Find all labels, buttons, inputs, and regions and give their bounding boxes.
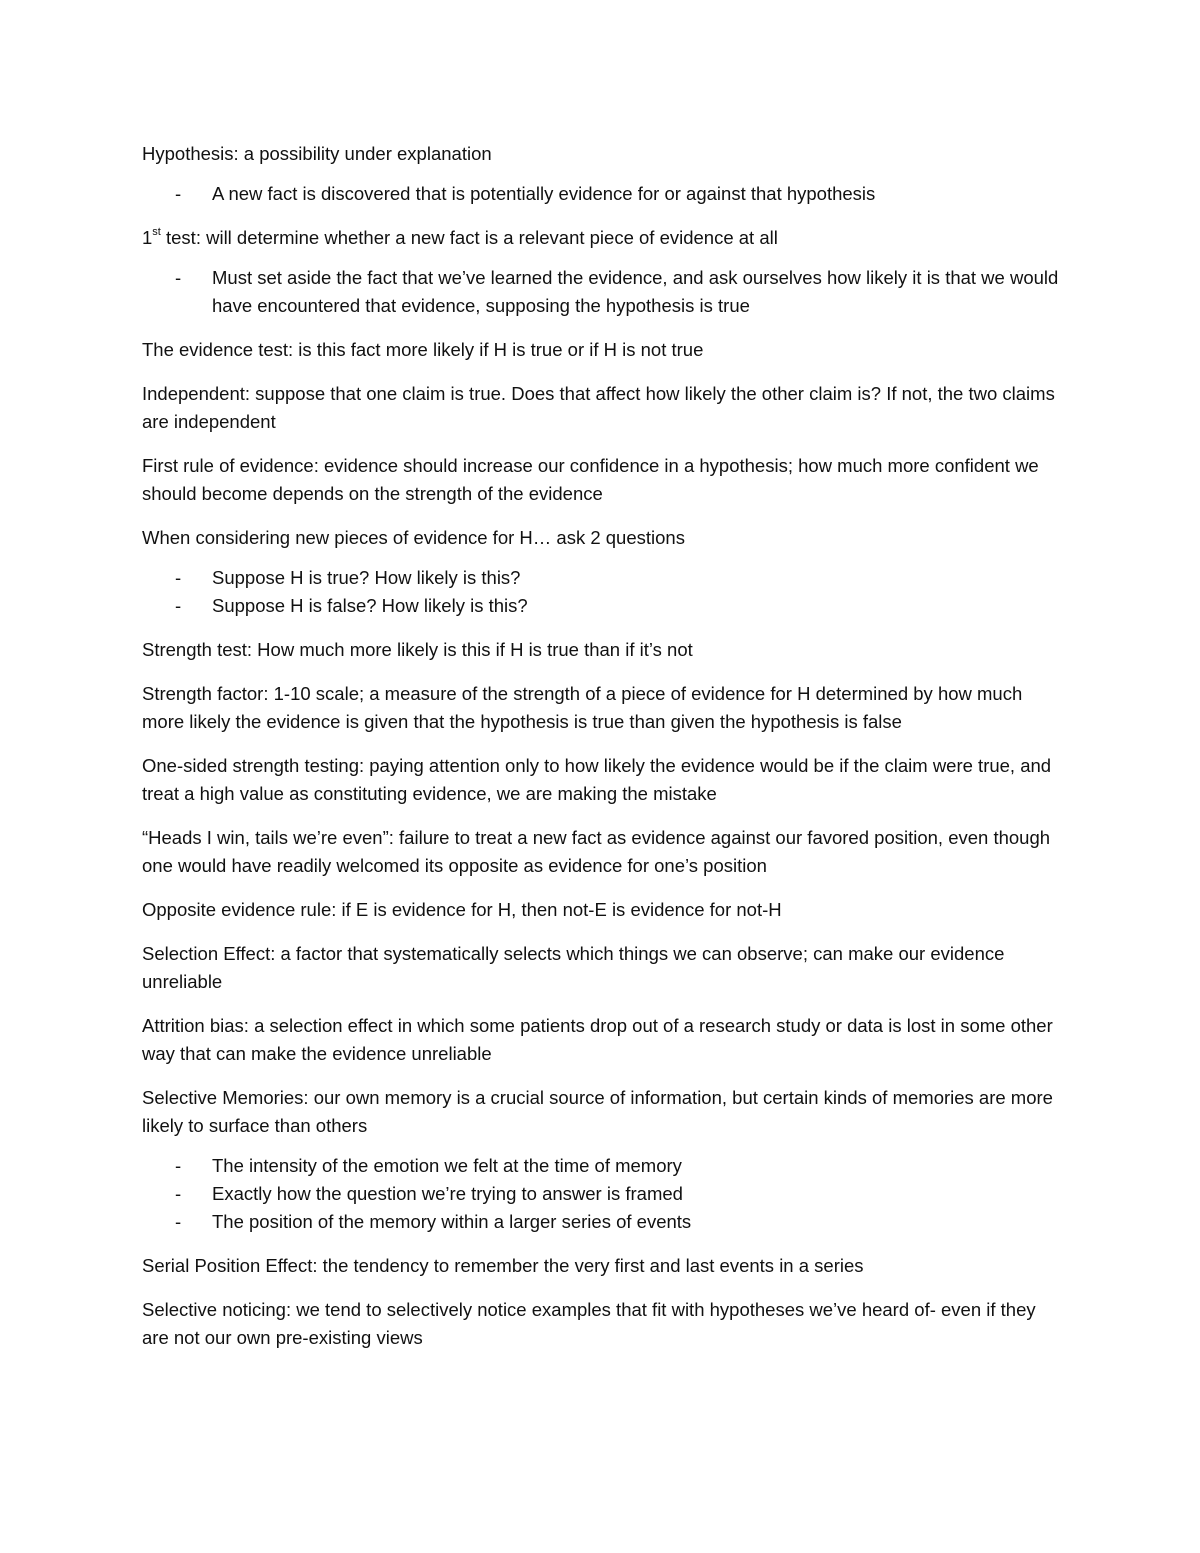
list-item-text: The intensity of the emotion we felt at the time of memory — [212, 1155, 682, 1176]
dash-bullet: - — [175, 1183, 182, 1204]
one-sided-testing-definition: One-sided strength testing: paying attention only to how likely the evidence would be if the claim were true, and treat a high value as constituting evidence, we are making the mistake — [142, 755, 1052, 804]
dash-bullet: - — [175, 183, 182, 204]
list-item — [142, 264, 1062, 320]
list-item — [142, 564, 1062, 592]
list-item-text: Suppose H is false? How likely is this? — [212, 595, 528, 616]
list-item-text: A new fact is discovered that is potentially evidence for or against that hypothesis — [212, 183, 876, 204]
first-rule-definition: First rule of evidence: evidence should increase our confidence in a hypothesis; how much more confident we should become depends on the strength of the evidence — [142, 455, 1039, 504]
evidence-test-definition: The evidence test: is this fact more likely if H is true or if H is not true — [142, 339, 704, 360]
list-item-text: Must set aside the fact that we’ve learned the evidence, and ask ourselves how likely it is that we would have encountered that evidence, supposing the hypothesis is true — [212, 267, 1059, 316]
hypothesis-definition: Hypothesis: a possibility under explanation — [142, 143, 492, 164]
dash-bullet: - — [175, 1211, 182, 1232]
list-item — [142, 592, 1062, 620]
serial-position-definition: Serial Position Effect: the tendency to remember the very first and last events in a series — [142, 1255, 864, 1276]
first-test-text: test: will determine whether a new fact is a relevant piece of evidence at all — [160, 227, 778, 248]
new-evidence-bullet-list — [142, 564, 1062, 620]
first-test-definition — [142, 224, 1062, 252]
selection-effect-definition: Selection Effect: a factor that systematically selects which things we can observe; can make our evidence unreliable — [142, 943, 1005, 992]
list-item — [142, 1180, 1062, 1208]
selective-noticing-definition: Selective noticing: we tend to selectively notice examples that fit with hypotheses we’ve heard of- even if they are not our own pre-existing views — [142, 1299, 1036, 1348]
dash-bullet: - — [175, 567, 182, 588]
dash-bullet: - — [175, 595, 182, 616]
list-item — [142, 180, 1062, 208]
opposite-evidence-rule: Opposite evidence rule: if E is evidence for H, then not-E is evidence for not-H — [142, 899, 782, 920]
independent-definition: Independent: suppose that one claim is true. Does that affect how likely the other claim is? If not, the two claims are independent — [142, 383, 1055, 432]
selective-memories-bullet-list — [142, 1152, 1062, 1236]
hypothesis-bullet-list — [142, 180, 1062, 208]
list-item — [142, 1152, 1062, 1180]
list-item-text: Exactly how the question we’re trying to answer is framed — [212, 1183, 683, 1204]
attrition-bias-definition: Attrition bias: a selection effect in which some patients drop out of a research study or data is lost in some other way that can make the evidence unreliable — [142, 1015, 1053, 1064]
document-body — [142, 140, 1062, 1368]
first-test-superscript: st — [152, 225, 161, 238]
list-item-text: The position of the memory within a larger series of events — [212, 1211, 692, 1232]
selective-memories-definition: Selective Memories: our own memory is a crucial source of information, but certain kinds of memories are more likely to surface than others — [142, 1087, 1053, 1136]
strength-test-definition: Strength test: How much more likely is this if H is true than if it’s not — [142, 639, 693, 660]
heads-i-win-definition: “Heads I win, tails we’re even”: failure to treat a new fact as evidence against our favored position, even though one would have readily welcomed its opposite as evidence for one’s position — [142, 827, 1051, 876]
list-item-text: Suppose H is true? How likely is this? — [212, 567, 521, 588]
dash-bullet: - — [175, 267, 182, 288]
first-test-bullet-list — [142, 264, 1062, 320]
strength-factor-definition: Strength factor: 1-10 scale; a measure of the strength of a piece of evidence for H determined by how much more likely the evidence is given that the hypothesis is true than given the hypothesis is false — [142, 683, 1023, 732]
dash-bullet: - — [175, 1155, 182, 1176]
new-evidence-questions: When considering new pieces of evidence for H… ask 2 questions — [142, 527, 685, 548]
first-test-number: 1 — [142, 227, 153, 248]
list-item — [142, 1208, 1062, 1236]
